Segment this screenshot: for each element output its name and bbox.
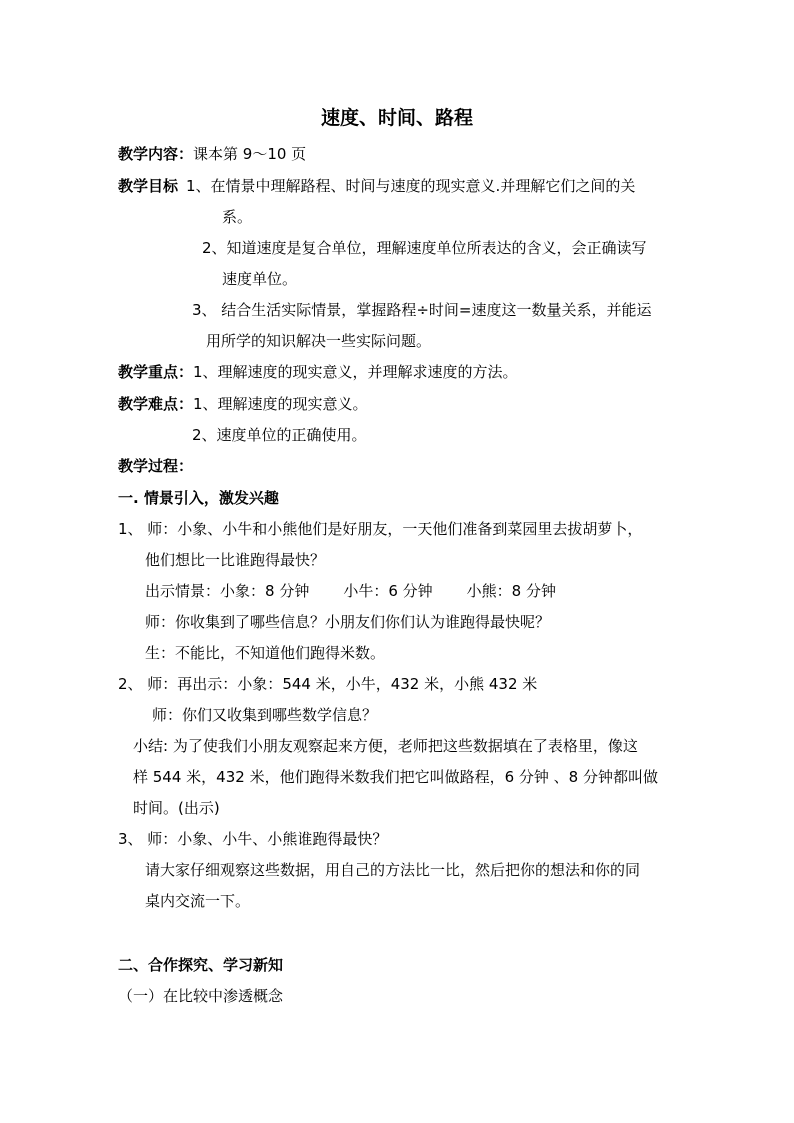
goal-2-line-b: 速度单位。 bbox=[222, 270, 298, 288]
process-label: 教学过程： bbox=[118, 457, 194, 475]
scene-bear: 小熊：8 分钟 bbox=[466, 582, 556, 600]
content-line bbox=[118, 144, 306, 164]
section-1-para-1a: 1、 师：小象、小牛和小熊他们是好朋友，一天他们准备到菜园里去拔胡萝卜， bbox=[118, 520, 643, 538]
summary-line-b: 样 544 米，432 米，他们跑得米数我们把它叫做路程，6 分钟 、8 分钟都叫做 bbox=[133, 768, 658, 786]
section-1-para-2: 2、 师：再出示：小象：544 米，小牛，432 米，小熊 432 米 bbox=[118, 675, 538, 693]
difficulty-line-1 bbox=[118, 394, 368, 414]
scene-elephant: 小象：8 分钟 bbox=[220, 582, 310, 600]
content-label: 教学内容： bbox=[118, 145, 194, 163]
student-answer: 生：不能比，不知道他们跑得米数。 bbox=[145, 644, 386, 662]
section-2-sub-1: （一）在比较中渗透概念 bbox=[118, 987, 284, 1005]
teacher-question: 师：你收集到了哪些信息？小朋友们你们认为谁跑得最快呢？ bbox=[145, 613, 551, 631]
section-1-para-1b: 他们想比一比谁跑得最快？ bbox=[145, 551, 326, 569]
difficulty-label: 教学难点： bbox=[118, 395, 194, 413]
summary-line-a: 小结: 为了使我们小朋友观察起来方便，老师把这些数据填在了表格里，像这 bbox=[133, 737, 638, 755]
goal-1-line-b: 系。 bbox=[222, 208, 253, 226]
scene-cow: 小牛：6 分钟 bbox=[343, 582, 433, 600]
goal-3-line-b: 用所学的知识解决一些实际问题。 bbox=[206, 332, 432, 350]
goal-2-line-a: 2、知道速度是复合单位，理解速度单位所表达的含义，会正确读写 bbox=[202, 239, 647, 257]
goal-1-line-a bbox=[118, 176, 635, 196]
goals-label: 教学目标 bbox=[118, 177, 179, 195]
summary-line-c: 时间。(出示) bbox=[133, 799, 220, 817]
key-point-text: 1、理解速度的现实意义，并理解求速度的方法。 bbox=[193, 363, 518, 381]
goal-1-text-a: 1、在情景中理解路程、时间与速度的现实意义.并理解它们之间的关 bbox=[186, 177, 636, 195]
section-1-para-3a: 请大家仔细观察这些数据，用自己的方法比一比，然后把你的想法和你的同 bbox=[145, 861, 641, 879]
page-title: 速度、时间、路程 bbox=[320, 107, 473, 129]
scene-info-line bbox=[145, 581, 556, 601]
section-1-heading: 一. 情景引入，激发兴趣 bbox=[118, 489, 279, 507]
key-point-label: 教学重点： bbox=[118, 363, 194, 381]
content-text: 课本第 9～10 页 bbox=[193, 145, 307, 163]
difficulty-text-2: 2、速度单位的正确使用。 bbox=[192, 426, 367, 444]
difficulty-text-1: 1、理解速度的现实意义。 bbox=[193, 395, 368, 413]
section-1-para-3b: 桌内交流一下。 bbox=[145, 892, 251, 910]
scene-show-label: 出示情景： bbox=[145, 582, 221, 600]
section-2-heading: 二、合作探究、学习新知 bbox=[118, 956, 284, 974]
goal-3-line-a: 3、 结合生活实际情景，掌握路程÷时间=速度这一数量关系，并能运 bbox=[192, 301, 652, 319]
key-point-line bbox=[118, 362, 518, 382]
section-1-para-2-question: 师：你们又收集到哪些数学信息？ bbox=[152, 706, 378, 724]
section-1-para-3: 3、 师：小象、小牛、小熊谁跑得最快？ bbox=[118, 830, 388, 848]
